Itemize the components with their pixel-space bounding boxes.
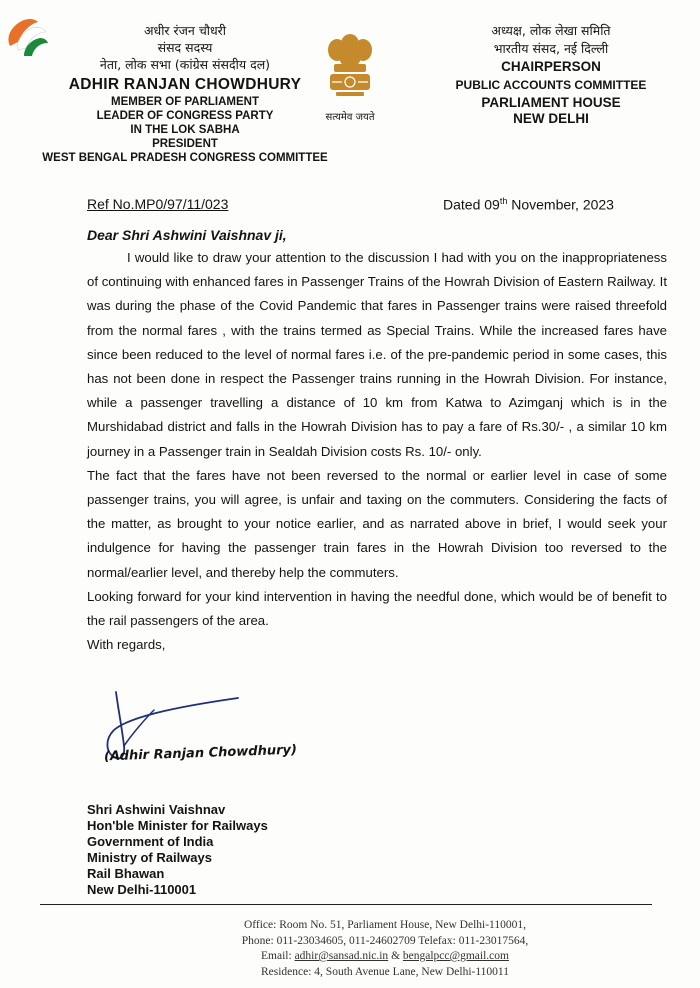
body-paragraph: Looking forward for your kind intervention in having the needful done, which would be of benefit to the rail passengers of the area. bbox=[87, 588, 667, 629]
sender-line-leader: LEADER OF CONGRESS PARTY bbox=[96, 110, 274, 122]
reference-number: Ref No.MP0/97/11/023 bbox=[87, 196, 229, 212]
recipient-address bbox=[87, 802, 268, 898]
signature bbox=[88, 688, 258, 783]
date-rest: November, 2023 bbox=[507, 196, 614, 213]
sender-name: ADHIR RANJAN CHOWDHURY bbox=[68, 76, 302, 93]
signature-name: (Adhir Ranjan Chowdhury) bbox=[103, 742, 298, 765]
email-link-sansad[interactable]: adhir@sansad.nic.in bbox=[294, 950, 389, 962]
email-separator: & bbox=[388, 950, 403, 962]
body-paragraph: The fact that the fares have not been reversed to the normal or earlier level in case of some passenger trains, you will agree, is unfair and taxing on the commuters. Considering the facts of the matter, as brought to your notice earlier, and as narrated above in brief, I would seek your indulgence for having the passenger train fares in the Howrah Division too reversed to the normal/earlier level, and thereby help the commuters. bbox=[87, 467, 667, 580]
recipient-line: Ministry of Railways bbox=[87, 850, 212, 865]
recipient-line: Government of India bbox=[87, 834, 214, 849]
recipient-line: New Delhi-110001 bbox=[87, 882, 197, 897]
sender-line-president: PRESIDENT bbox=[152, 138, 218, 150]
sender-line-mp: MEMBER OF PARLIAMENT bbox=[110, 96, 259, 108]
footer-phone: Phone: 011-23034605, 011-24602709 Telefax: 011-23017564, bbox=[241, 934, 529, 947]
chairperson-title: CHAIRPERSON bbox=[501, 59, 601, 74]
body-paragraph: I would like to draw your attention to the discussion I had with you on the inappropriateness of continuing with enhanced fares in Passenger Trains of the Howrah Division of Eastern Railway. It was during the phase of the Covid Pandemic that fares in Passenger trains were raised threefold from the normal fares , with the trains termed as Special Trains. While the increased fares have since been reduced to the level of normal fares i.e. of the pre-pandemic period in some cases, this has not been done in respect the Passenger trains running in the Howrah Division. For instance, while a passenger travelling a distance of 10 km from Katwa to Azimganj which is in the Murshidabad district and falls in the Howrah Division has to pay a fare of Rs.30/- , a similar 10 km journey in a Passenger train in Sealdah Division costs Rs. 10/- only. bbox=[87, 250, 667, 459]
footer-divider bbox=[40, 904, 652, 905]
committee-letterhead bbox=[432, 22, 670, 126]
date-suffix-ordinal: th bbox=[499, 196, 508, 206]
email-label: Email: bbox=[261, 950, 295, 962]
sender-line-lok-sabha: IN THE LOK SABHA bbox=[130, 124, 240, 136]
sender-name-hindi: अधीर रंजन चौधरी bbox=[143, 23, 227, 38]
recipient-line: Hon'ble Minister for Railways bbox=[87, 818, 268, 833]
sender-line-wbpcc: WEST BENGAL PRADESH CONGRESS COMMITTEE bbox=[42, 152, 328, 164]
letter-body bbox=[87, 246, 667, 657]
recipient-line: Shri Ashwini Vaishnav bbox=[87, 802, 226, 817]
sender-role-hindi: संसद सदस्य bbox=[157, 40, 213, 55]
sender-leader-hindi: नेता, लोक सभा (कांग्रेस संसदीय दल) bbox=[99, 57, 271, 72]
email-link-gmail[interactable]: bengalpcc@gmail.com bbox=[402, 950, 509, 962]
parliament-house: PARLIAMENT HOUSE bbox=[481, 95, 621, 110]
date-prefix: Dated 09 bbox=[443, 196, 500, 213]
ashoka-emblem-icon bbox=[320, 30, 380, 108]
committee-title-hindi: अध्यक्ष, लोक लेखा समिति bbox=[491, 23, 611, 38]
footer-contact bbox=[150, 918, 620, 980]
footer-office: Office: Room No. 51, Parliament House, New Delhi-110001, bbox=[243, 919, 527, 931]
committee-place-hindi: भारतीय संसद, नई दिल्ली bbox=[493, 41, 609, 56]
recipient-line: Rail Bhawan bbox=[87, 866, 165, 881]
committee-name: PUBLIC ACCOUNTS COMMITTEE bbox=[455, 78, 647, 92]
committee-city: NEW DELHI bbox=[513, 111, 589, 126]
signature-scribble-icon bbox=[88, 688, 258, 778]
footer-residence: Residence: 4, South Avenue Lane, New Delhi-110011 bbox=[260, 965, 510, 978]
salutation: Dear Shri Ashwini Vaishnav ji, bbox=[87, 227, 287, 243]
sender-letterhead bbox=[30, 22, 340, 165]
emblem-motto: सत्यमेव जयते bbox=[325, 112, 375, 123]
closing: With regards, bbox=[87, 637, 166, 653]
national-emblem bbox=[310, 30, 390, 123]
letter-date bbox=[443, 196, 614, 213]
footer-email bbox=[150, 949, 620, 965]
